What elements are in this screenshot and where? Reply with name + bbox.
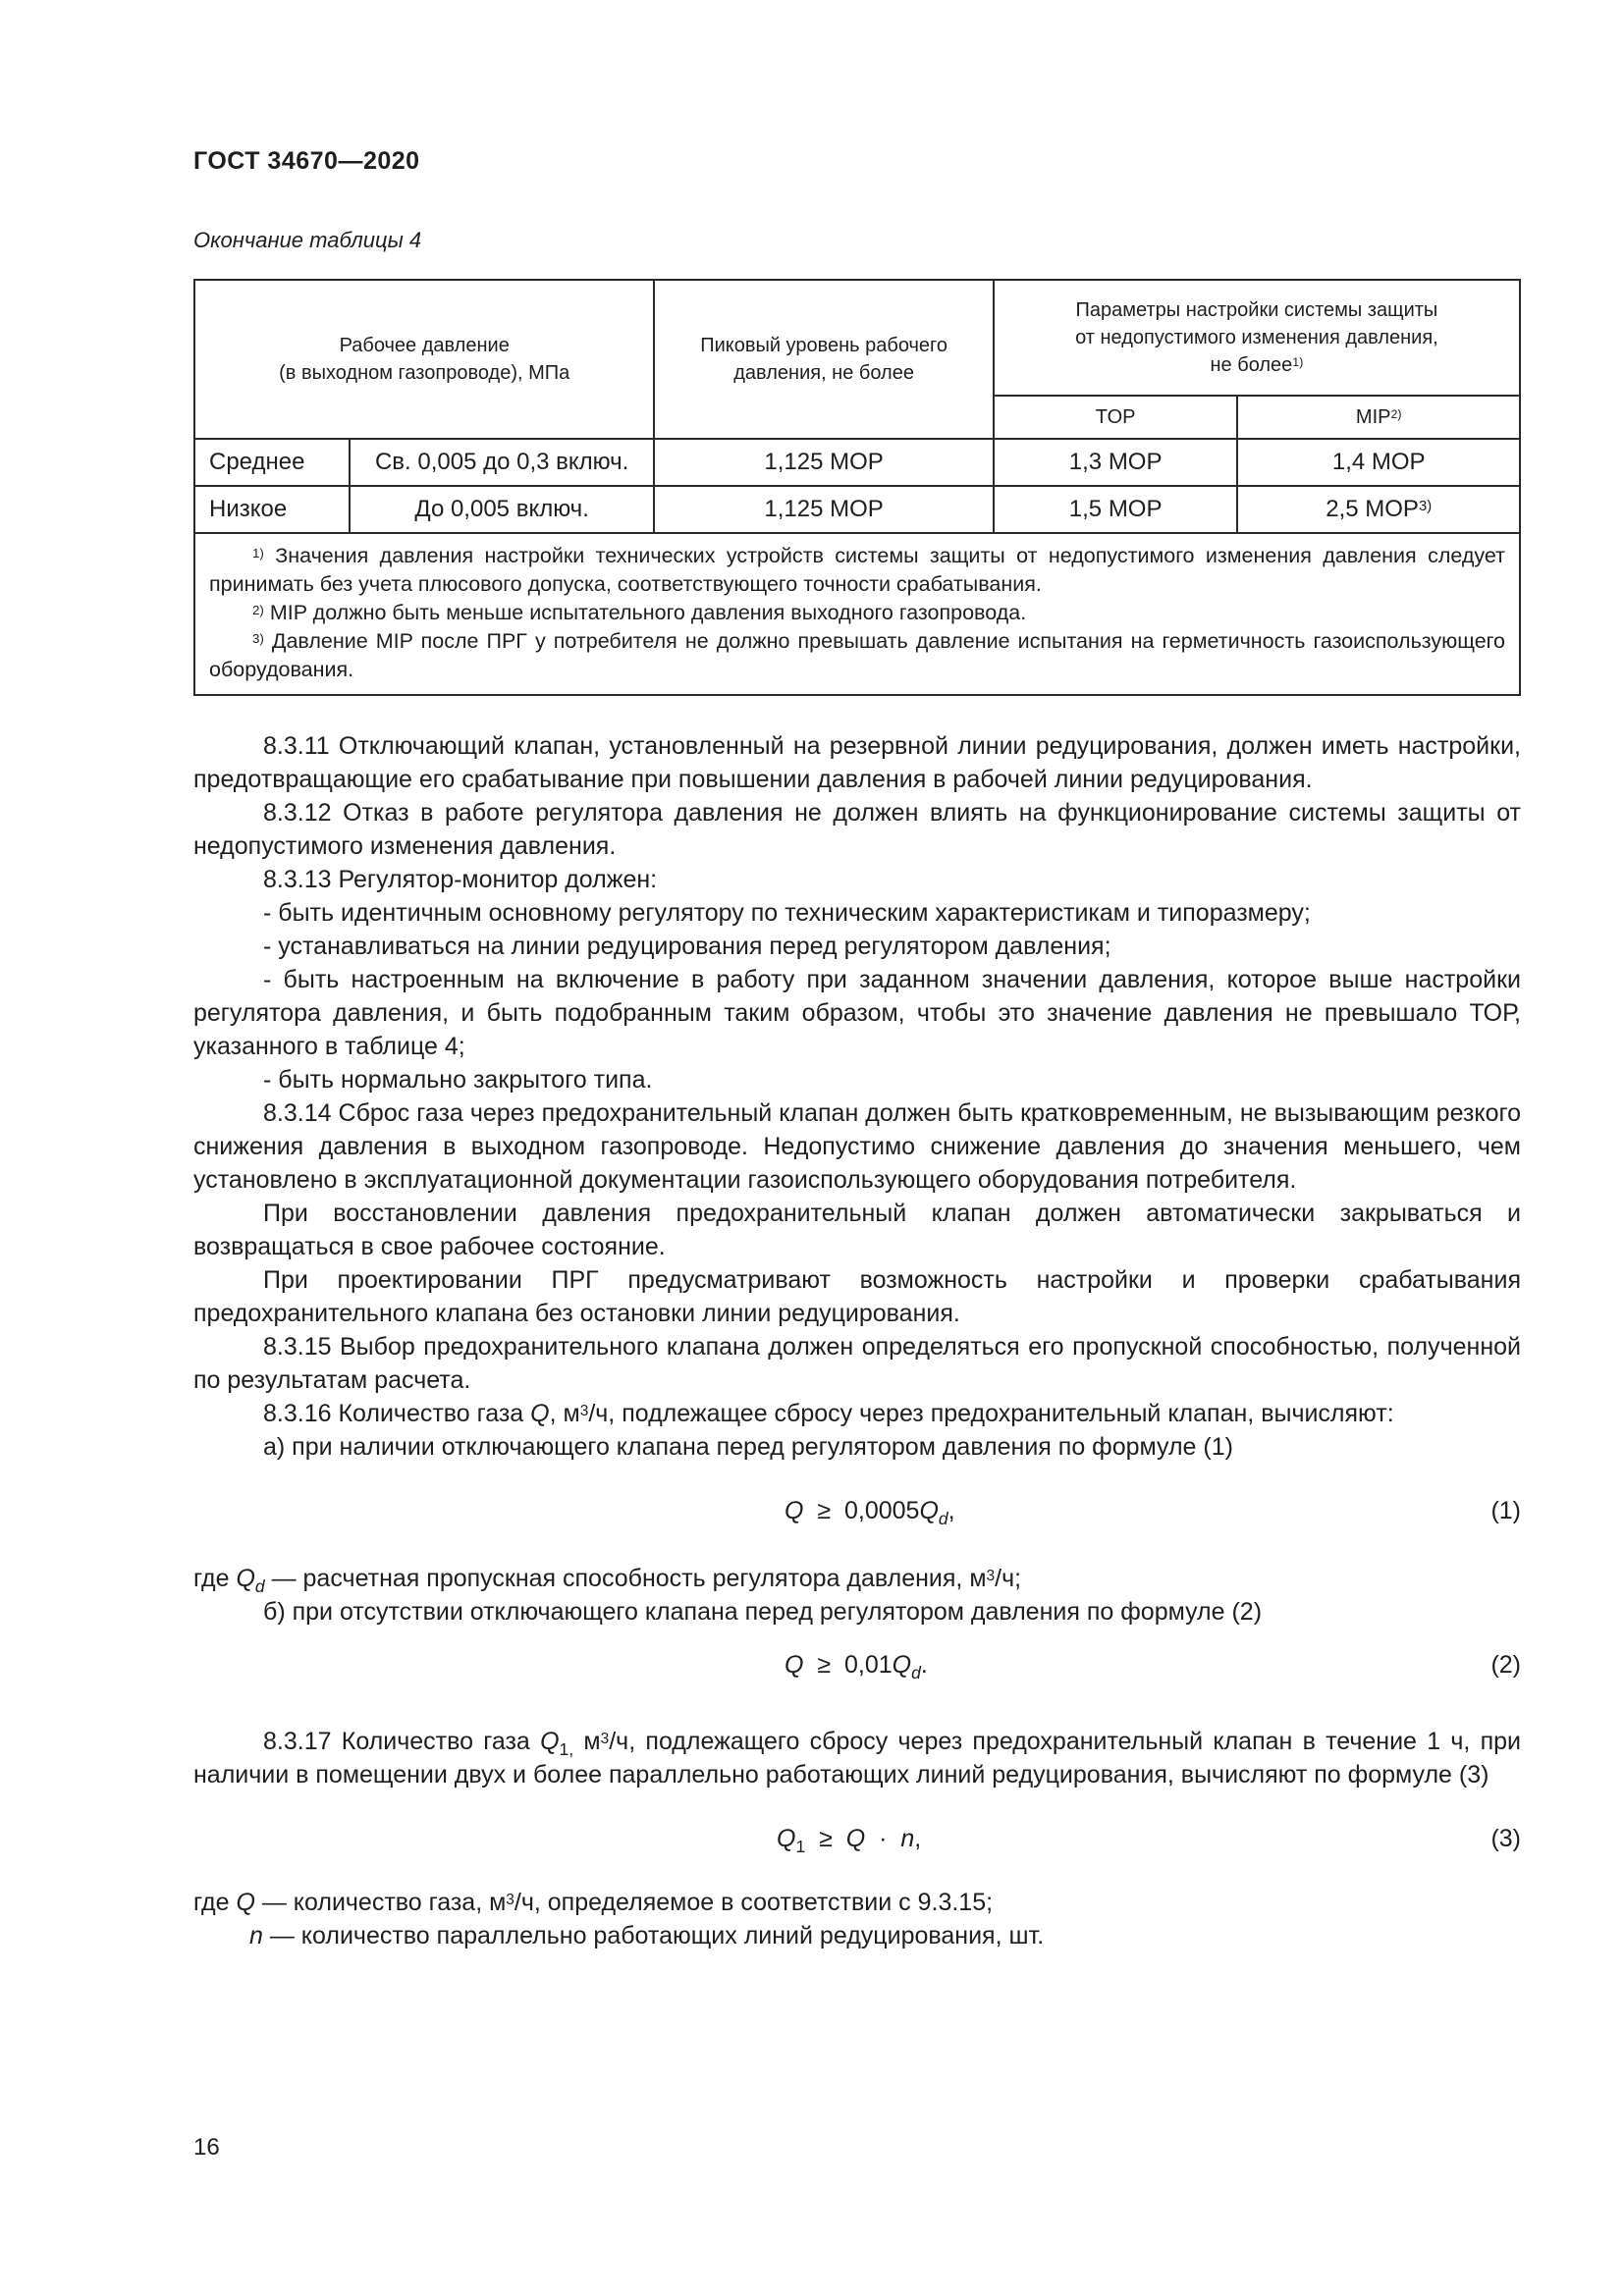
where-n: n — количество параллельно работающих линий редуцирования, шт. xyxy=(249,1922,1045,1949)
list-item: - быть идентичным основному регулятору по техническим характеристикам и типоразмеру; xyxy=(263,899,1311,927)
cell-peak: 1,125 МОР xyxy=(654,439,993,486)
cell-range: До 0,005 включ. xyxy=(350,486,654,533)
cell-peak: 1,125 МОР xyxy=(654,486,993,533)
cell-mip: 1,4 МОР xyxy=(1237,439,1520,486)
cell-range: Св. 0,005 до 0,3 включ. xyxy=(350,439,654,486)
list-item-b: б) при отсутствии отключающего клапана перед регулятором давления по формуле (2) xyxy=(263,1598,1263,1626)
cell-category: Низкое xyxy=(194,486,350,533)
table-caption: Окончание таблицы 4 xyxy=(193,228,422,252)
list-item: - быть настроенным на включение в работу при заданном значении давления, которое выше настройки регулятора давления, и быть подобранным таким образом, чтобы это значение давления не превышало ТОР, указанного в таблице 4; xyxy=(193,966,1521,1060)
paragraph-8-3-12: 8.3.12 Отказ в работе регулятора давления не должен влиять на функционирование системы защиты от недопустимого изменения давления. xyxy=(193,799,1521,860)
formula-number: (2) xyxy=(1490,1651,1521,1679)
paragraph: При проектировании ПРГ предусматривают возможность настройки и проверки срабатывания предохранительного клапана без остановки линии редуцирования. xyxy=(193,1266,1521,1327)
formula-number: (3) xyxy=(1490,1825,1521,1852)
cell-top: 1,5 МОР xyxy=(994,486,1238,533)
table-note: $^{3)}$ Давление MIP после ПРГ у потребителя не должно превышать давление испытания на герметичность газоиспользующего оборудования. xyxy=(209,629,1505,681)
table-note: $^{1)}$ Значения давления настройки технических устройств системы защиты от недопустимого изменения давления следует принимать без учета плюсового допуска, соответствующего точности срабатывания. xyxy=(209,544,1505,596)
cell-category: Среднее xyxy=(194,439,350,486)
header-top: TOP xyxy=(994,396,1238,439)
paragraph-8-3-13: 8.3.13 Регулятор-монитор должен: xyxy=(263,866,658,893)
cell-top: 1,3 МОР xyxy=(994,439,1238,486)
table-4 xyxy=(193,279,1521,696)
list-item: - быть нормально закрытого типа. xyxy=(263,1066,653,1094)
where-q: где Q — количество газа, $м^3/ч$, определяемое в соответствии с 9.3.15; xyxy=(193,1889,994,1916)
formula-1: $Q \ge 0,0005Q_d$, (1) xyxy=(193,1464,1521,1562)
paragraph-8-3-16: 8.3.16 Количество газа Q, $м^3/ч$, подлежащее сбросу через предохранительный клапан, вычисляют: xyxy=(263,1400,1394,1427)
formula-number: (1) xyxy=(1490,1497,1521,1524)
formula-2: $Q \ge 0,01Q_d$. (2) xyxy=(193,1629,1521,1725)
header-mip: MIP$^{2)}$ xyxy=(1237,396,1520,439)
table-notes xyxy=(194,533,1520,695)
paragraph-8-3-15: 8.3.15 Выбор предохранительного клапана должен определяться его пропускной способностью, полученной по результатам расчета. xyxy=(193,1333,1521,1394)
where-qd: где $Q_d$ — расчетная пропускная способность регулятора давления, $м^3/ч$; xyxy=(193,1565,1022,1597)
standard-code: ГОСТ 34670—2020 xyxy=(193,147,420,175)
list-item: - устанавливаться на линии редуцирования перед регулятором давления; xyxy=(263,933,1111,960)
cell-mip: 2,5 МОР$^{3)}$ xyxy=(1237,486,1520,533)
paragraph: При восстановлении давления предохранительный клапан должен автоматически закрываться и возвращаться в свое рабочее состояние. xyxy=(193,1200,1521,1260)
body-text xyxy=(193,729,1521,1952)
header-protection-params: Параметры настройки системы защиты от недопустимого изменения давления, не более$^{1)}$ xyxy=(994,280,1520,396)
table-row xyxy=(194,486,1520,533)
paragraph-8-3-14: 8.3.14 Сброс газа через предохранительный клапан должен быть кратковременным, не вызывающим резкого снижения давления в выходном газопроводе. Недопустимо снижение давления до значения меньшего, чем установлено в эксплуатационной документации газоиспользующего оборудования потребителя. xyxy=(193,1099,1521,1194)
paragraph-8-3-11: 8.3.11 Отключающий клапан, установленный на резервной линии редуцирования, должен иметь настройки, предотвращающие его срабатывание при повышении давления в рабочей линии редуцирования. xyxy=(193,732,1521,793)
header-working-pressure: Рабочее давление (в выходном газопроводе), МПа xyxy=(194,280,654,439)
table-row xyxy=(194,439,1520,486)
page-number: 16 xyxy=(193,2134,220,2161)
paragraph-8-3-17: 8.3.17 Количество газа $Q_{1,}$ $м^3/ч$, подлежащего сбросу через предохранительный клапан в течение 1 ч, при наличии в помещении двух и более параллельно работающих линий редуцирования, вычисляют по формуле (3) xyxy=(193,1728,1522,1789)
table-note: $^{2)}$ MIP должно быть меньше испытательного давления выходного газопровода. xyxy=(252,601,1027,624)
formula-3: $Q_1 \ge Q \cdot n$, (3) xyxy=(193,1791,1521,1886)
list-item-a: а) при наличии отключающего клапана перед регулятором давления по формуле (1) xyxy=(263,1433,1233,1461)
header-peak-level: Пиковый уровень рабочего давления, не более xyxy=(654,280,993,439)
